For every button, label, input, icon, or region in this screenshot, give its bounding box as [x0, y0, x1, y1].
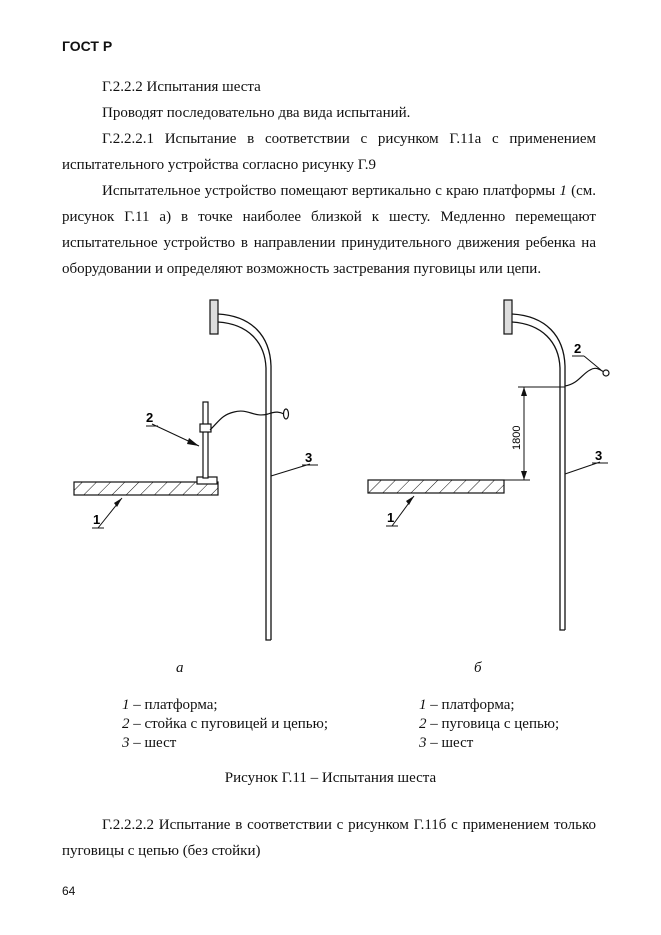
test-2-paragraph: Г.2.2.2.2 Испытание в соответствии с рисунком Г.11б с применением только пуговицы с цепью (без стойки)	[62, 817, 596, 859]
figure-b-drawing	[368, 300, 609, 630]
legend-left	[122, 696, 328, 753]
figure-b-label: б	[474, 660, 482, 676]
figure-caption: Рисунок Г.11 – Испытания шеста	[224, 770, 437, 786]
label-1-b: 1	[387, 510, 395, 525]
mount-a	[210, 300, 218, 334]
pole-a	[218, 314, 271, 640]
label-2-b: 2	[574, 341, 582, 356]
legend-item: 2 – пуговица с цепью;	[419, 716, 560, 732]
button-b	[603, 370, 609, 376]
page-number: 64	[62, 884, 76, 898]
test-1-paragraph: Г.2.2.2.1 Испытание в соответствии с рисунком Г.11а с применением испытательного устройства согласно рисунку Г.9	[62, 131, 596, 173]
pole-b	[512, 314, 565, 630]
dimension-value: 1800	[511, 425, 523, 450]
label-3-b: 3	[595, 448, 603, 463]
legend-item: 1 – платформа;	[122, 697, 218, 713]
mount-b	[504, 300, 512, 334]
test-stand-post	[203, 402, 208, 478]
button-a	[284, 409, 289, 419]
label-1-a: 1	[93, 512, 101, 527]
legend-item: 2 – стойка с пуговицей и цепью;	[122, 716, 329, 732]
chain-a	[210, 411, 284, 430]
figure-a-drawing	[74, 300, 318, 640]
legend-item: 1 – платформа;	[419, 697, 515, 713]
pole-test-figure	[62, 290, 622, 650]
label-2-a: 2	[146, 410, 154, 425]
legend-item: 3 – шест	[419, 735, 474, 751]
legend-right	[419, 696, 559, 753]
legend-item: 3 – шест	[122, 735, 177, 751]
platform-a	[74, 482, 218, 495]
platform-b	[368, 480, 504, 493]
section-heading: Г.2.2.2 Испытания шеста	[102, 79, 261, 95]
document-header: ГОСТ Р	[62, 38, 113, 54]
procedure-paragraph: Испытательное устройство помещают вертикально с краю платформы 1 (см. рисунок Г.11 а) в точке наиболее близкой к шесту. Медленно перемещают испытательное устройство в направлении принудительного движения ребенка на оборудовании и определяют возможность застревания пуговицы или цепи.	[62, 183, 596, 277]
chain-b	[565, 368, 604, 386]
figure-a-label: а	[176, 660, 184, 676]
label-3-a: 3	[305, 450, 313, 465]
intro-paragraph: Проводят последовательно два вида испытаний.	[102, 105, 411, 121]
